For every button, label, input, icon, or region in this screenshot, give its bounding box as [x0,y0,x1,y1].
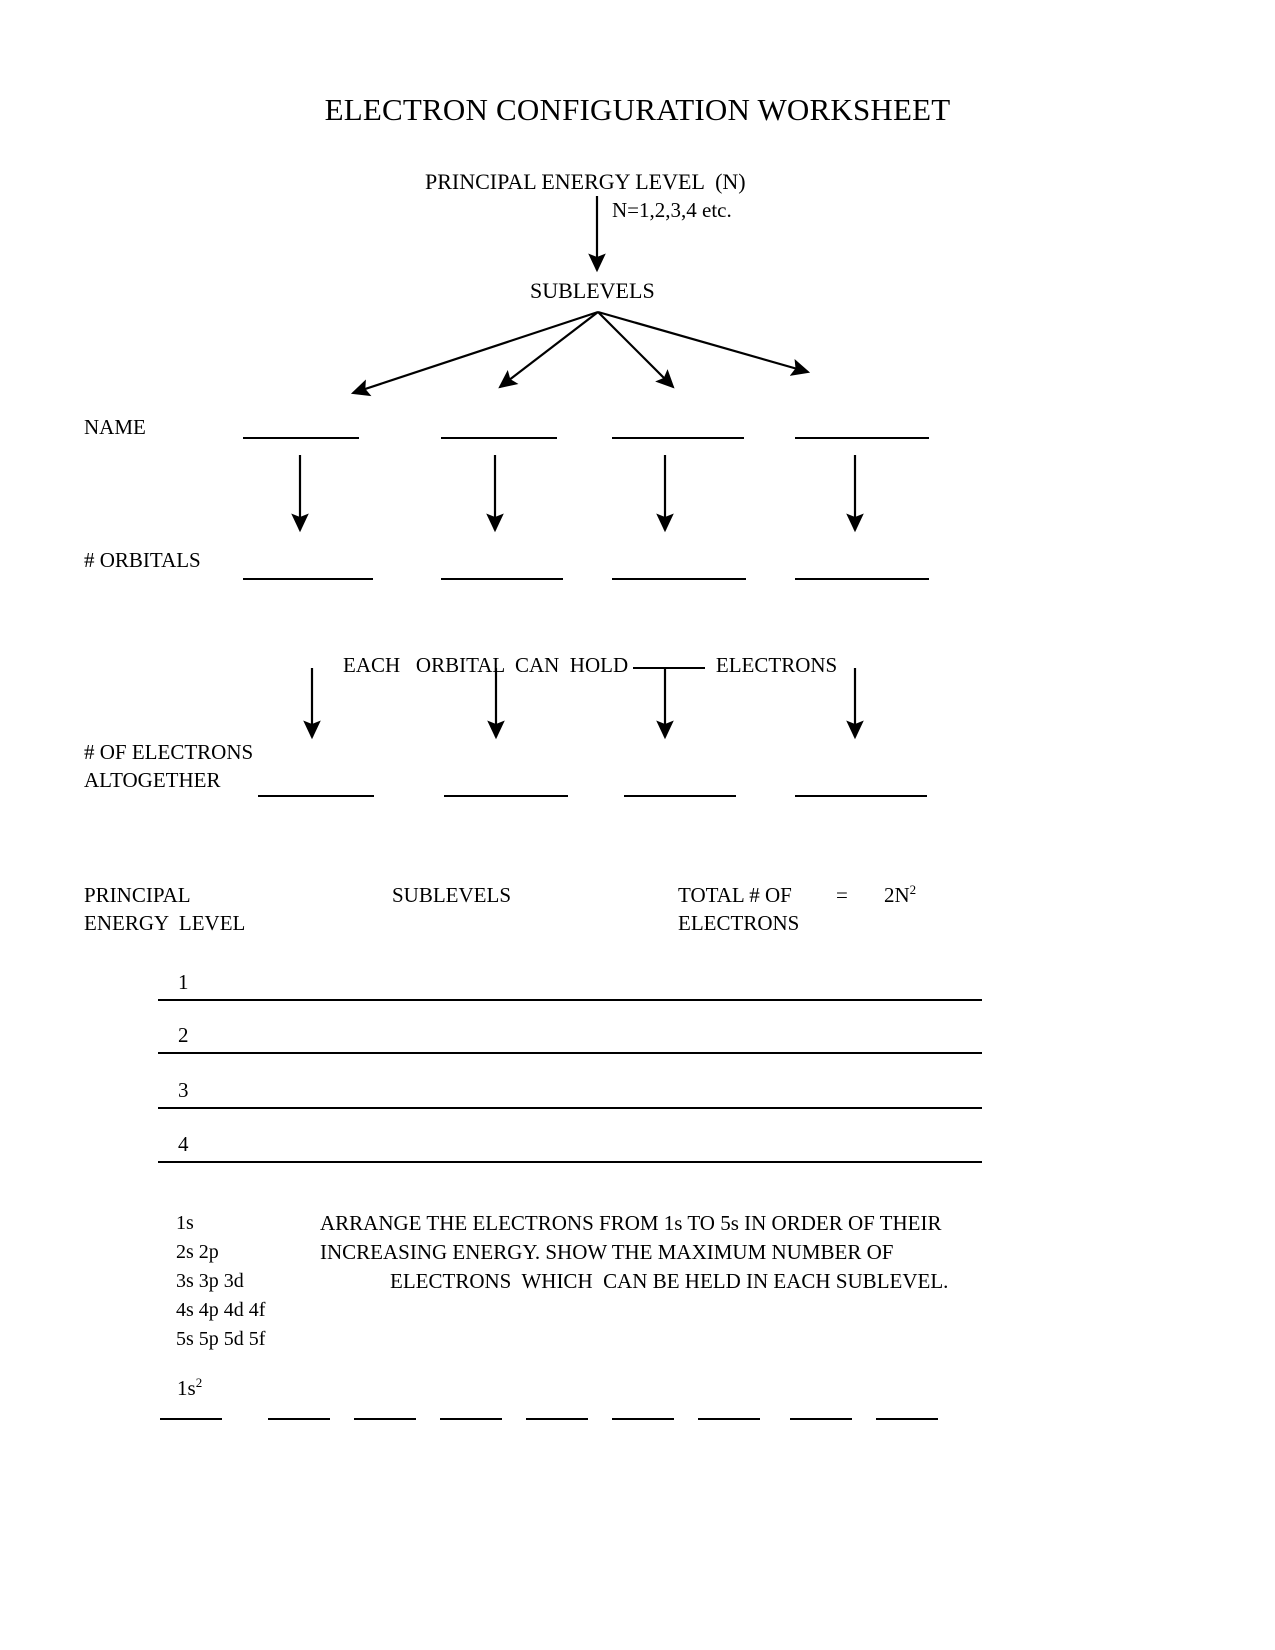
answer-first-label [177,1377,202,1400]
each-orbital-text-after: ELECTRONS [705,652,838,677]
answer-blank-7[interactable] [698,1418,760,1420]
orbitals-row-label: # ORBITALS [84,548,201,572]
name-blank-1[interactable] [243,437,359,439]
sublevel-reference-item-2: 2s 2p [176,1241,219,1263]
orbitals-blank-2[interactable] [441,578,563,580]
electrons-altogether-label-line2: ALTOGETHER [84,768,221,792]
instructions-line-2: INCREASING ENERGY. SHOW THE MAXIMUM NUMBER OF [320,1240,894,1264]
each-orbital-holds-statement [322,631,837,699]
table-row-line-1[interactable] [158,999,982,1001]
name-row-label: NAME [84,415,146,439]
table-header-total-line1: TOTAL # OF [678,883,792,907]
orbitals-blank-3[interactable] [612,578,746,580]
answer-first-exponent: 2 [195,1375,203,1390]
n-values-note: N=1,2,3,4 etc. [612,198,732,222]
answer-blank-1[interactable] [160,1418,222,1420]
table-header-equals-sign: = [836,883,848,907]
instructions-line-3: ELECTRONS WHICH CAN BE HELD IN EACH SUBLEVEL. [390,1269,949,1293]
table-row-line-3[interactable] [158,1107,982,1109]
answer-blank-4[interactable] [440,1418,502,1420]
answer-first-base: 1s [177,1376,196,1400]
formula-base: 2N [884,883,910,907]
table-row-label-4: 4 [178,1132,189,1156]
orbitals-blank-4[interactable] [795,578,929,580]
sublevel-reference-item-1: 1s [176,1212,194,1234]
name-blank-3[interactable] [612,437,744,439]
instructions-line-1: ARRANGE THE ELECTRONS FROM 1s TO 5s IN ORDER OF THEIR [320,1211,942,1235]
sublevel-reference-item-4: 4s 4p 4d 4f [176,1299,266,1321]
table-row-label-1: 1 [178,970,189,994]
electrons-blank-1[interactable] [258,795,374,797]
table-header-principal-line2: ENERGY LEVEL [84,911,246,935]
table-header-total-line2: ELECTRONS [678,911,800,935]
answer-blank-2[interactable] [268,1418,330,1420]
sublevel-reference-item-5: 5s 5p 5d 5f [176,1328,266,1350]
electrons-altogether-label-line1: # OF ELECTRONS [84,740,254,764]
page-title: ELECTRON CONFIGURATION WORKSHEET [324,92,951,127]
answer-blank-3[interactable] [354,1418,416,1420]
sublevel-reference-item-3: 3s 3p 3d [176,1270,244,1292]
table-row-line-4[interactable] [158,1161,982,1163]
answer-blank-8[interactable] [790,1418,852,1420]
table-header-sublevels: SUBLEVELS [392,883,512,907]
table-header-principal-line1: PRINCIPAL [84,883,191,907]
answer-blank-5[interactable] [526,1418,588,1420]
each-orbital-blank[interactable] [633,667,705,669]
table-header-formula [884,884,916,907]
name-blank-2[interactable] [441,437,557,439]
name-blank-4[interactable] [795,437,929,439]
orbitals-blank-1[interactable] [243,578,373,580]
sublevels-label: SUBLEVELS [530,278,655,303]
electrons-blank-2[interactable] [444,795,568,797]
table-row-label-2: 2 [178,1023,189,1047]
answer-blank-6[interactable] [612,1418,674,1420]
electrons-blank-3[interactable] [624,795,736,797]
formula-exponent: 2 [909,882,917,897]
electrons-blank-4[interactable] [795,795,927,797]
table-row-line-2[interactable] [158,1052,982,1054]
table-row-label-3: 3 [178,1078,189,1102]
principal-energy-level-label: PRINCIPAL ENERGY LEVEL (N) [425,169,746,194]
answer-blank-9[interactable] [876,1418,938,1420]
each-orbital-text-before: EACH ORBITAL CAN HOLD [343,652,634,677]
